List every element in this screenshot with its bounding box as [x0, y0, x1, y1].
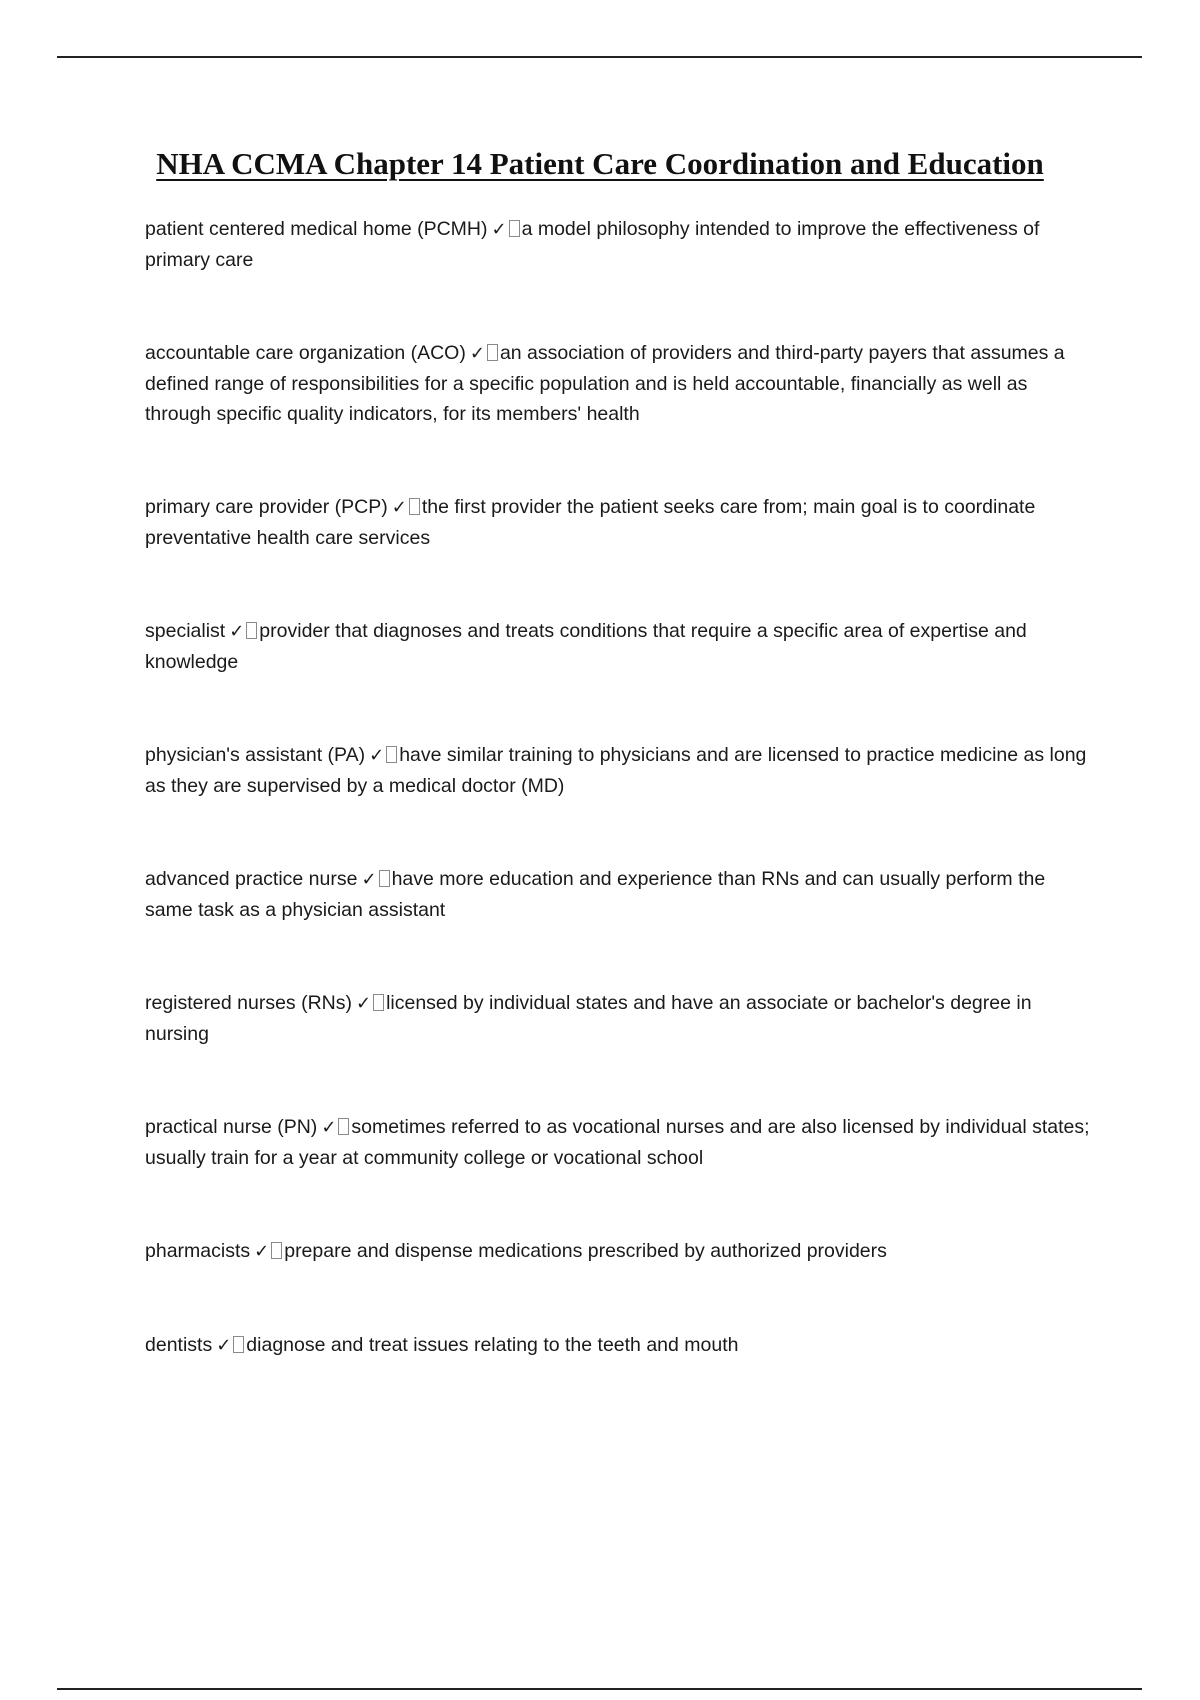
- check-icon: ✓: [216, 1335, 232, 1356]
- missing-glyph-box: [246, 622, 257, 639]
- entry-definition: licensed by individual states and have an associate or bachelor's degree in nursing: [145, 992, 1032, 1045]
- flashcard-entry: [145, 616, 1095, 677]
- check-icon: ✓: [491, 219, 507, 240]
- entry-term: accountable care organization (ACO): [145, 342, 466, 364]
- missing-glyph-box: [338, 1118, 349, 1135]
- check-icon: ✓: [355, 993, 372, 1014]
- flashcard-entry: [145, 1330, 1095, 1361]
- flashcard-entry: [145, 1112, 1095, 1173]
- entry-definition: an association of providers and third-party payers that assumes a defined range of responsibilities for a specific population and is held accountable, financially as well as through specific quality indicators, for its members' health: [145, 342, 1065, 425]
- check-icon: ✓: [391, 497, 407, 518]
- flashcard-entry: [145, 1236, 1095, 1267]
- entry-definition: have more education and experience than RNs and can usually perform the same task as a physician assistant: [145, 868, 1046, 921]
- entry-definition: diagnose and treat issues relating to the teeth and mouth: [246, 1334, 739, 1356]
- entry-term: physician's assistant (PA): [145, 744, 366, 766]
- check-icon: ✓: [229, 621, 245, 642]
- missing-glyph-box: [487, 344, 498, 361]
- flashcard-entry: [145, 338, 1095, 429]
- bottom-divider: [57, 1688, 1142, 1690]
- check-icon: ✓: [321, 1117, 337, 1138]
- document-title: NHA CCMA Chapter 14 Patient Care Coordination and Education: [156, 146, 1044, 181]
- flashcard-entry: [145, 864, 1095, 925]
- flashcard-entry: [145, 214, 1095, 275]
- entry-term: advanced practice nurse: [145, 868, 358, 890]
- flashcard-entry: [145, 492, 1095, 553]
- missing-glyph-box: [373, 994, 384, 1011]
- missing-glyph-box: [509, 220, 520, 237]
- check-icon: ✓: [369, 745, 385, 766]
- entry-definition: a model philosophy intended to improve the effectiveness of primary care: [145, 218, 1040, 271]
- missing-glyph-box: [409, 498, 420, 515]
- entry-term: patient centered medical home (PCMH): [145, 218, 488, 240]
- check-icon: ✓: [469, 343, 485, 364]
- flashcard-entry: [145, 988, 1095, 1049]
- flashcard-entry: [145, 740, 1095, 801]
- flashcard-list: [145, 214, 1095, 1361]
- top-divider: [57, 56, 1142, 58]
- entry-definition: have similar training to physicians and are licensed to practice medicine as long as they are supervised by a medical doctor (MD): [145, 744, 1087, 797]
- entry-definition: the first provider the patient seeks care from; main goal is to coordinate preventative health care services: [145, 496, 1036, 549]
- entry-term: specialist: [145, 620, 226, 642]
- entry-term: primary care provider (PCP): [145, 496, 388, 518]
- check-icon: ✓: [254, 1241, 270, 1262]
- check-icon: ✓: [361, 869, 377, 890]
- missing-glyph-box: [386, 746, 397, 763]
- entry-term: practical nurse (PN): [145, 1116, 318, 1138]
- missing-glyph-box: [271, 1242, 282, 1259]
- entry-term: pharmacists: [145, 1240, 251, 1262]
- missing-glyph-box: [379, 870, 390, 887]
- missing-glyph-box: [233, 1336, 244, 1353]
- entry-definition: prepare and dispense medications prescribed by authorized providers: [284, 1240, 887, 1262]
- entry-definition: provider that diagnoses and treats conditions that require a specific area of expertise and knowledge: [145, 620, 1027, 673]
- entry-term: dentists: [145, 1334, 213, 1356]
- entry-term: registered nurses (RNs): [145, 992, 352, 1014]
- entry-definition: sometimes referred to as vocational nurses and are also licensed by individual states; usually train for a year at community college or vocational school: [145, 1116, 1090, 1169]
